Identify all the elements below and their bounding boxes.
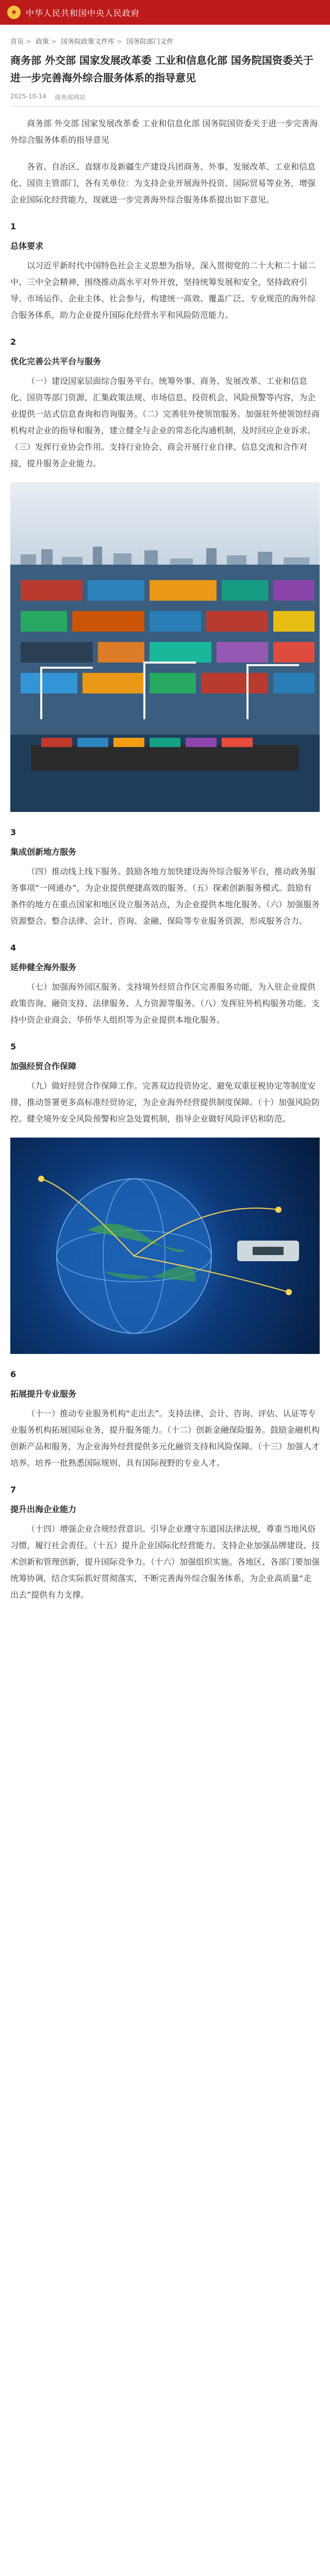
breadcrumb-item-home[interactable]: 首页 [10, 38, 24, 46]
section-title-1: 总体要求 [10, 241, 44, 251]
section-title-2: 优化完善公共平台与服务 [10, 357, 102, 366]
section-number-3: 3 [10, 827, 16, 837]
section-number-5: 5 [10, 1042, 16, 1052]
section-5-paragraph: （九）做好经贸合作保障工作。完善双边投资协定、避免双重征税协定等制度安排，推动签署更多高标准经贸协定，为企业海外经营提供制度保障。（十）加强风险防控。健全境外安全风险预警和应急处置机制，指导企业做好风险评估和防范。 [10, 1081, 320, 1124]
article-title: 商务部 外交部 国家发展改革委 工业和信息化部 国务院国资委关于进一步完善海外综合服务体系的指导意见 [10, 54, 314, 84]
article-meta [10, 93, 320, 101]
section-6-paragraph: （十一）推动专业服务机构“走出去”。支持法律、会计、咨询、评估、认证等专业服务机构拓展国际业务，提升服务能力。（十二）创新金融保险服务。鼓励金融机构创新产品和服务，为企业海外经营提供多元化融资支持和风险保障。（十三）加强人才培养。培养一批熟悉国际规则、具有国际视野的专业人才。 [10, 1409, 320, 1468]
section-title-5: 加强经贸合作保障 [10, 1061, 77, 1071]
globe-network-photo [10, 1138, 320, 1354]
section-1-paragraph: 以习近平新时代中国特色社会主义思想为指导，深入贯彻党的二十大和二十届二中、三中全会精神，围绕推动高水平对外开放，坚持统筹发展和安全，坚持政府引导、市场运作、企业主体、社会参与，构建统一高效、覆盖广泛、专业规范的海外综合服务体系，助力企业提升国际化经营水平和风险防范能力。 [10, 261, 316, 320]
section-title-6: 拓展提升专业服务 [10, 1389, 77, 1399]
globe-network-graphic [10, 1138, 320, 1354]
section-number-7: 7 [10, 1485, 16, 1495]
site-title[interactable]: 中华人民共和国中央人民政府 [26, 8, 140, 18]
section-number-2: 2 [10, 337, 16, 347]
section-number-6: 6 [10, 1369, 16, 1379]
breadcrumb: 首页 > 政策 > 国务院政策文件库 > 国务院部门文件 [10, 38, 174, 46]
port-container-photo [10, 482, 320, 812]
breadcrumb-item-library[interactable]: 国务院政策文件库 [61, 38, 115, 46]
section-3-paragraph: （四）推动线上线下服务。鼓励各地方加快建设海外综合服务平台，推动政务服务事项“一网通办”，为企业提供便捷高效的服务。（五）探索创新服务模式。鼓励有条件的地方在重点国家和地区设立服务站点，为企业提供本地化服务。（六）加强服务资源整合。整合法律、会计、咨询、金融、保险等专业服务资源，形成服务合力。 [10, 867, 320, 926]
container-yard-graphic [10, 565, 320, 812]
section-2-paragraph: （一）建设国家层面综合服务平台。统筹外事、商务、发展改革、工业和信息化、国资等部门资源，汇集政策法规、市场信息、投资机会、风险预警等内容，为企业提供一站式信息查询和咨询服务。（二）完善驻外使领馆服务。加强驻外使领馆经商机构对企业的指导和服务，建立健全与企业的常态化沟通机制，及时回应企业诉求。（三）发挥行业协会作用。支持行业协会、商会开展行业自律、信息交流和合作对接，提升服务企业能力。 [10, 376, 320, 468]
article-date: 2025-10-14 [10, 93, 46, 100]
divider [10, 106, 320, 107]
national-emblem-icon: ★ [7, 6, 21, 19]
article-body [10, 115, 320, 1614]
intro-paragraph: 商务部 外交部 国家发展改革委 工业和信息化部 国务院国资委关于进一步完善海外综合服务体系的指导意见 [10, 118, 318, 145]
breadcrumb-item-policy[interactable]: 政策 [36, 38, 50, 46]
site-header [0, 0, 330, 25]
section-7-paragraph: （十四）增强企业合规经营意识。引导企业遵守东道国法律法规，尊重当地风俗习惯，履行社会责任。（十五）提升企业国际化经营能力。支持企业加强品牌建设、技术创新和管理创新，提升国际竞争力。（十六）加强组织实施。各地区、各部门要加强统筹协调，结合实际抓好贯彻落实，不断完善海外综合服务体系，为企业高质量“走出去”提供有力支撑。 [10, 1524, 320, 1600]
section-number-1: 1 [10, 222, 16, 231]
section-4-paragraph: （七）加强海外园区服务。支持境外经贸合作区完善服务功能，为入驻企业提供政策咨询、融资支持、法律服务、人力资源等服务。（八）发挥驻外机构服务功能。支持中资企业商会、华侨华人组织等为企业提供本地化服务。 [10, 982, 320, 1025]
article-source: 商务部网站 [54, 94, 86, 101]
body-intro-paragraph: 各省、自治区、直辖市及新疆生产建设兵团商务、外事、发展改革、工业和信息化、国资主管部门，各有关单位：为支持企业开展海外投资、国际贸易等业务，增强企业国际化经营能力，现就进一步完善海外综合服务体系提出如下意见。 [10, 162, 316, 205]
section-number-4: 4 [10, 943, 16, 953]
breadcrumb-item-dept[interactable]: 国务院部门文件 [126, 38, 174, 46]
section-title-7: 提升出海企业能力 [10, 1504, 77, 1514]
section-title-4: 延伸健全海外服务 [10, 962, 77, 972]
section-title-3: 集成创新地方服务 [10, 847, 77, 857]
